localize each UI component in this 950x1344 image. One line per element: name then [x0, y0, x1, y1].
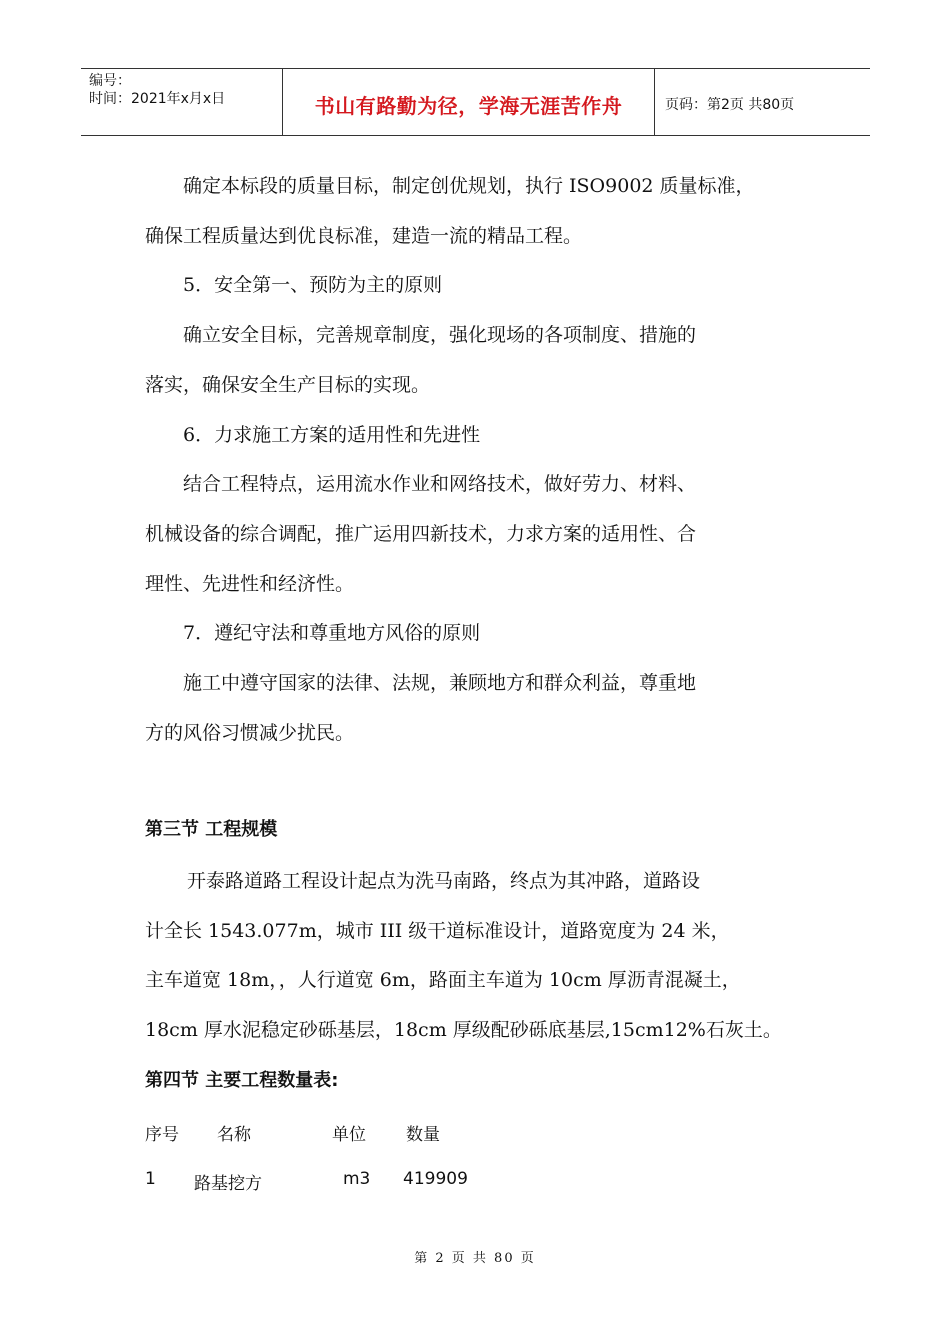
header-page-cell — [655, 69, 870, 135]
header-page-code: 页码：第2页 共80页 — [665, 97, 795, 113]
document-time-label: 时间：2021年x月x日 — [89, 91, 226, 107]
table-header-cell: 名称 — [217, 1125, 251, 1145]
document-body — [145, 162, 825, 758]
principle-heading-7: 7．遵纪守法和尊重地方风俗的原则 — [183, 622, 481, 645]
header-meta-cell — [81, 69, 283, 135]
body-line: 开泰路道路工程设计起点为洗马南路，终点为其冲路，道路设 — [187, 870, 701, 892]
document-number-label: 编号： — [89, 73, 131, 89]
table-cell: 419909 — [403, 1169, 468, 1189]
body-line: 落实，确保安全生产目标的实现。 — [145, 373, 431, 396]
section-3-body — [145, 857, 825, 1056]
page-header — [81, 68, 870, 136]
table-header-cell: 数量 — [406, 1125, 440, 1145]
principle-heading-6: 6．力求施工方案的适用性和先进性 — [183, 423, 481, 446]
body-line: 确保工程质量达到优良标准，建造一流的精品工程。 — [145, 224, 583, 247]
table-header-cell: 单位 — [332, 1125, 366, 1145]
table-cell: 路基挖方 — [194, 1174, 262, 1194]
table-cell: 1 — [145, 1169, 156, 1189]
body-line: 计全长 1543.077m，城市 III 级干道标准设计，道路宽度为 24 米， — [145, 919, 730, 942]
body-line: 主车道宽 18m，，人行道宽 6m，路面主车道为 10cm 厚沥青混凝土， — [145, 969, 741, 992]
table-cell: m3 — [343, 1169, 371, 1189]
table-header-cell: 序号 — [145, 1125, 179, 1145]
body-line: 机械设备的综合调配，推广运用四新技术，力求方案的适用性、合 — [145, 522, 697, 545]
body-line: 确定本标段的质量目标，制定创优规划，执行 ISO9002 质量标准， — [183, 175, 755, 197]
header-motto: 书山有路勤为径，学海无涯苦作舟 — [314, 93, 623, 118]
section-4-title: 第四节 主要工程数量表: — [145, 1070, 339, 1091]
body-line: 结合工程特点，运用流水作业和网络技术，做好劳力、材料、 — [183, 473, 697, 496]
body-line: 方的风俗习惯减少扰民。 — [145, 721, 355, 744]
principle-heading-5: 5．安全第一、预防为主的原则 — [183, 274, 443, 297]
body-line: 确立安全目标，完善规章制度，强化现场的各项制度、措施的 — [183, 324, 697, 347]
body-line: 施工中遵守国家的法律、法规，兼顾地方和群众利益，尊重地 — [183, 672, 697, 695]
page-footer: 第 2 页 共 80 页 — [414, 1251, 536, 1266]
header-motto-cell — [283, 69, 655, 135]
body-line: 理性、先进性和经济性。 — [145, 572, 355, 595]
body-line: 18cm 厚水泥稳定砂砾基层，18cm 厚级配砂砾底基层,15cm12%石灰土。 — [145, 1019, 782, 1042]
section-3-title: 第三节 工程规模 — [145, 819, 278, 840]
